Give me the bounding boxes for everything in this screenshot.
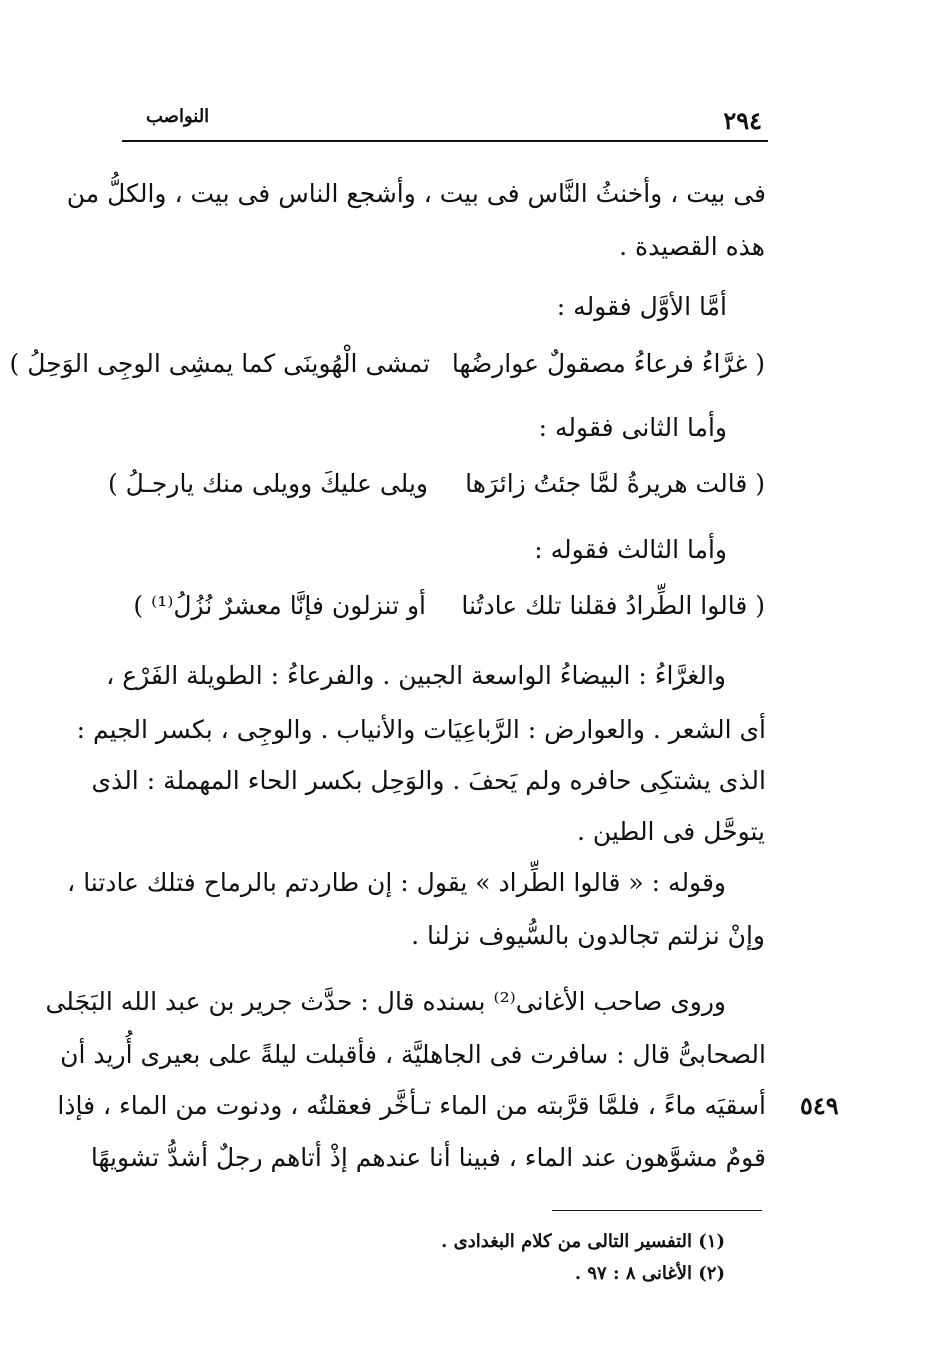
footnote-1: (١) التفسير التالى من كلام البغدادى .: [441, 1231, 725, 1252]
page-header: [122, 100, 768, 142]
verse-first-hemistich: ( غرَّاءُ فرعاءُ مصقولٌ عوارضُها: [451, 349, 765, 378]
paragraph-line: وإنْ نزلتم تجالدون بالسُّيوف نزلنا .: [411, 921, 765, 950]
paragraph-line: الصحابىُّ قال : سافرت فى الجاهليَّة ، فأقبلت ليلةً على بعيرى أُريد أن: [60, 1040, 766, 1069]
paragraph-line: فى بيت ، وأخنثُ النَّاس فى بيت ، وأشجع الناس فى بيت ، والكلُّ من: [66, 179, 766, 208]
verse-second-hemistich: تمشى الْهُوينَى كما يمشِى الوجِى الوَحِلُ ): [9, 349, 430, 378]
paragraph-line: وروى صاحب الأغانى⁽²⁾ بسنده قال : حدَّث جرير بن عبد الله البَجَلى: [45, 987, 726, 1016]
running-title: النواصب: [146, 106, 210, 127]
paragraph-line: قومٌ مشوَّهون عند الماء ، فبينا أنا عندهم إذْ أتاهم رجلٌ أشدُّ تشويهًا: [90, 1143, 766, 1172]
verse-first-hemistich: ( قالت هريرةُ لمَّا جئتُ زائرَها: [465, 469, 765, 498]
paragraph-line: الذى يشتكِى حافره ولم يَحفَ . والوَحِل بكسر الحاء المهملة : الذى: [91, 766, 766, 795]
paragraph-line: هذه القصيدة .: [619, 232, 765, 261]
verse-intro: أمَّا الأوَّل فقوله :: [556, 292, 727, 321]
page-number: ٢٩٤: [723, 106, 762, 135]
margin-reference-number: ٥٤٩: [800, 1091, 839, 1120]
paragraph-line: أسقيَه ماءً ، فلمَّا قرَّبته من الماء تـأخَّر فعقلتُه ، ودنوت من الماء ، فإذا: [57, 1091, 766, 1120]
verse-second-hemistich: أو تنزلون فإنَّا معشرٌ نُزُلُ⁽¹⁾ ): [133, 591, 426, 620]
footnote-2: (٢) الأغانى ٨ : ٩٧ .: [574, 1263, 725, 1284]
verse-intro: وأما الثالث فقوله :: [534, 535, 727, 564]
paragraph-line: والغرَّاءُ : البيضاءُ الواسعة الجبين . والفرعاءُ : الطويلة الفَرْع ،: [106, 661, 726, 690]
paragraph-line: يتوحَّل فى الطين .: [576, 817, 765, 846]
footnote-divider: [552, 1210, 762, 1211]
paragraph-line: أى الشعر . والعوارض : الرَّباعِيَات والأنياب . والوجِى ، بكسر الجيم :: [76, 715, 766, 744]
verse-second-hemistich: ويلى عليكَ وويلى منك يارجـلُ ): [107, 469, 428, 498]
verse-intro: وأما الثانى فقوله :: [538, 413, 727, 442]
verse-first-hemistich: ( قالوا الطِّرادُ فقلنا تلك عادتُنا: [461, 591, 765, 620]
paragraph-line: وقوله : « قالوا الطِّراد » يقول : إن طاردتم بالرماح فتلك عادتنا ،: [67, 868, 726, 897]
